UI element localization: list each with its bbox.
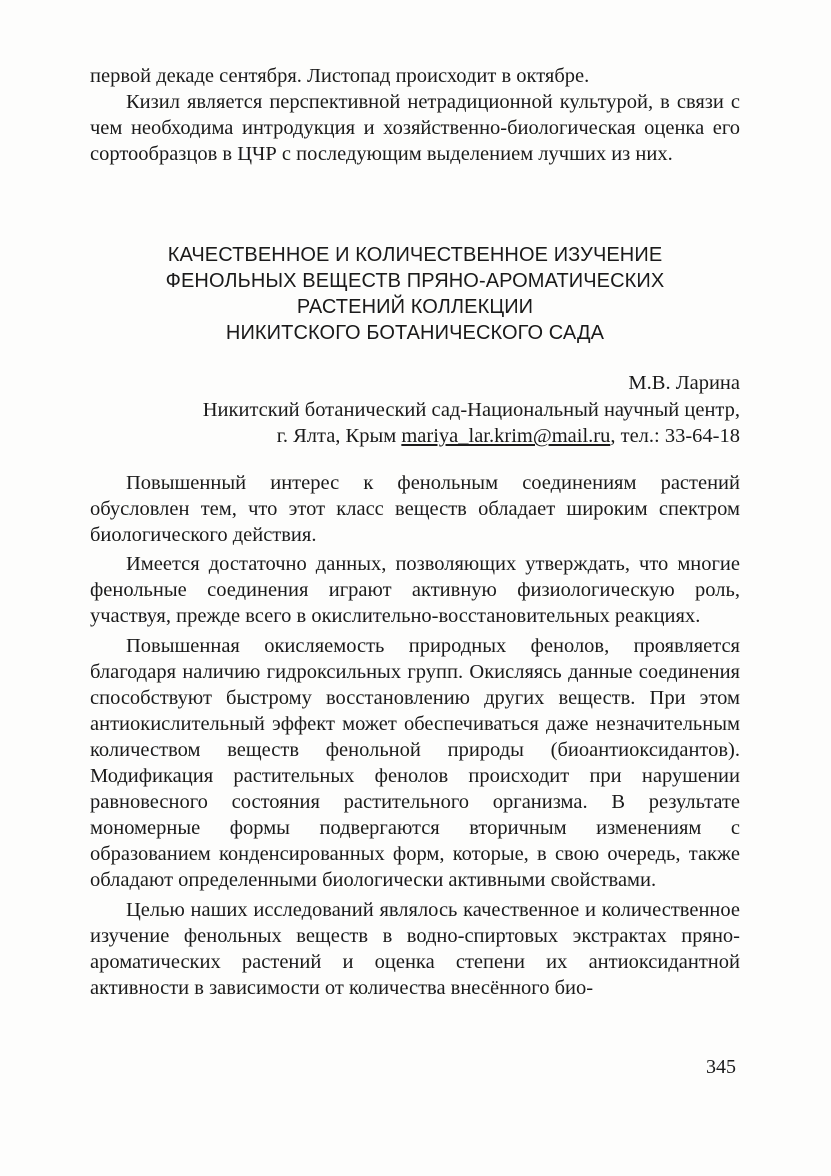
body-paragraph: Целью наших исследований являлось качественное и количественное изучение фенольных веществ в водно-спиртовых экстрактах пряно-ароматических растений и оценка степени их антиоксидантной активности в зависимости от количества внесённого био- <box>90 898 740 999</box>
title-line: НИКИТСКОГО БОТАНИЧЕСКОГО САДА <box>225 322 605 344</box>
phone: , тел.: 33-64-18 <box>610 425 740 447</box>
intro-text <box>90 63 740 167</box>
page-number: 345 <box>706 1056 736 1078</box>
title-line: РАСТЕНИЙ КОЛЛЕКЦИИ <box>296 296 534 318</box>
body-paragraph: Повышенный интерес к фенольным соединениям растений обусловлен тем, что этот класс веществ обладает широким спектром биологического действия. <box>90 472 740 547</box>
title-line: ФЕНОЛЬНЫХ ВЕЩЕСТВ ПРЯНО-АРОМАТИЧЕСКИХ <box>165 270 665 292</box>
location: г. Ялта, Крым <box>276 425 397 447</box>
email-link[interactable]: mariya_lar.krim@mail.ru <box>401 425 611 447</box>
affiliation: Никитский ботанический сад-Национальный научный центр, <box>202 398 740 421</box>
author-block <box>90 370 740 450</box>
body-paragraph: Имеется достаточно данных, позволяющих утверждать, что многие фенольные соединения играют активную физиологическую роль, участвуя, прежде всего в окислительно-восстановительных реакциях. <box>90 553 740 628</box>
contact-line <box>90 423 740 450</box>
intro-line: первой декаде сентября. Листопад происходит в октябре. <box>90 65 590 87</box>
article-body <box>90 470 740 1001</box>
article-title <box>90 242 740 346</box>
title-line: КАЧЕСТВЕННОЕ И КОЛИЧЕСТВЕННОЕ ИЗУЧЕНИЕ <box>167 244 663 266</box>
body-paragraph: Повышенная окисляемость природных фенолов, проявляется благодаря наличию гидроксильных групп. Окисляясь данные соединения способствуют быстрому восстановлению других веществ. При этом антиокислительный эффект может обеспечиваться даже незначительным количеством веществ фенольной природы (биоантиоксидантов). Модификация растительных фенолов происходит при нарушении равновесного состояния растительного организма. В результате мономерные формы подвергаются вторичным изменениям с образованием конденсированных форм, которые, в свою очередь, также обладают определенными биологически активными свойствами. <box>90 634 740 892</box>
author-name: М.В. Ларина <box>628 372 740 394</box>
intro-paragraph: Кизил является перспективной нетрадиционной культурой, в связи с чем необходима интродукция и хозяйственно-биологическая оценка его сортообразцов в ЦЧР с последующим выделением лучших из них. <box>90 91 740 166</box>
